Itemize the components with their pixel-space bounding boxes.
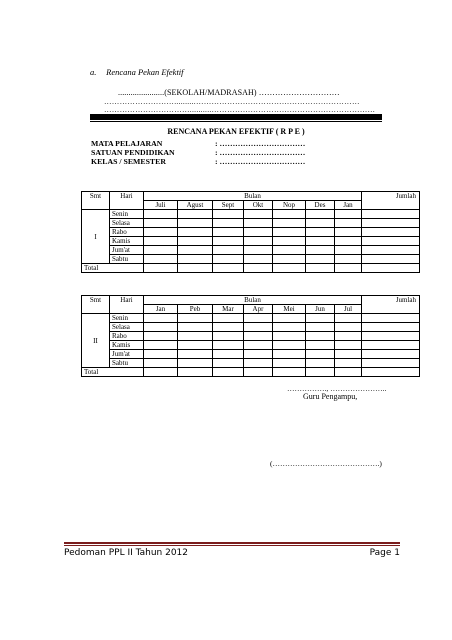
table-row [82, 323, 420, 332]
month-cell: Okt [244, 201, 273, 210]
semester-label: II [82, 314, 110, 368]
day-cell: Senin [110, 314, 144, 323]
header-smt: Smt [82, 192, 110, 210]
footer-rule-thin [64, 545, 400, 546]
month-cell: Apr [244, 305, 273, 314]
header-smt: Smt [82, 296, 110, 314]
total-label: Total [82, 368, 144, 377]
header-bulan: Bulan [144, 296, 362, 305]
month-cell: Sept [213, 201, 244, 210]
month-cell: Jul [335, 305, 362, 314]
month-cell: Agust [178, 201, 213, 210]
day-cell: Kamis [110, 237, 144, 246]
table-row [82, 359, 420, 368]
table-row [82, 332, 420, 341]
field-value: : …………………………… [215, 148, 306, 157]
field-value: : …………………………… [215, 157, 306, 166]
day-cell: Jum'at [110, 350, 144, 359]
table-row [82, 341, 420, 350]
table-header-row [82, 192, 420, 201]
section-number: a. [90, 67, 97, 77]
form-fields [91, 139, 305, 166]
field-value: : …………………………… [215, 139, 306, 148]
month-cell: Mar [213, 305, 244, 314]
field-kelas-semester [91, 157, 305, 166]
total-row [82, 368, 420, 377]
school-line: ......................(SEKOLAH/MADRASAH) ………………………… [118, 88, 340, 97]
month-cell: Jan [335, 201, 362, 210]
month-cell: Jun [306, 305, 335, 314]
signature-name-line: (…………………………………….) [270, 459, 382, 468]
footer-rule-thick [64, 542, 400, 544]
day-cell: Selasa [110, 323, 144, 332]
day-cell: Senin [110, 210, 144, 219]
semester-label: I [82, 210, 110, 264]
field-satuan-pendidikan [91, 148, 305, 157]
signature-role: Guru Pengampu, [303, 392, 358, 401]
footer-title: Pedoman PPL II Tahun 2012 [64, 548, 189, 558]
day-cell: Selasa [110, 219, 144, 228]
total-label: Total [82, 264, 144, 273]
month-cell: Peb [178, 305, 213, 314]
field-label: MATA PELAJARAN [91, 139, 163, 148]
day-cell: Jum'at [110, 246, 144, 255]
rpe-table-semester-1 [81, 191, 420, 273]
header-hari: Hari [110, 296, 144, 314]
day-cell: Sabtu [110, 359, 144, 368]
field-label: SATUAN PENDIDIKAN [91, 148, 175, 157]
day-cell: Sabtu [110, 255, 144, 264]
month-cell: Juli [144, 201, 178, 210]
header-jumlah: Jumlah [362, 296, 420, 314]
signature-place-date: ……………., ………………….. [287, 384, 387, 393]
address-line-1: ………………………..........……………………………………………………… [104, 97, 360, 106]
table-row [82, 228, 420, 237]
day-cell: Rabo [110, 332, 144, 341]
day-cell: Kamis [110, 341, 144, 350]
address-line-2: ……………………………..........……………………………………………………… [104, 105, 376, 114]
header-divider-thick [90, 114, 382, 120]
month-cell: Jan [144, 305, 178, 314]
total-row [82, 264, 420, 273]
table-row [82, 350, 420, 359]
field-label: KELAS / SEMESTER [91, 157, 166, 166]
field-mata-pelajaran [91, 139, 305, 148]
header-hari: Hari [110, 192, 144, 210]
header-jumlah: Jumlah [362, 192, 420, 210]
table-row [82, 237, 420, 246]
month-cell: Des [306, 201, 335, 210]
table-row [82, 246, 420, 255]
table-row [82, 210, 420, 219]
table-row [82, 255, 420, 264]
month-cell: Nop [273, 201, 306, 210]
section-title-text: Rencana Pekan Efektif [106, 67, 184, 77]
header-divider-thin [90, 121, 382, 122]
table-row [82, 219, 420, 228]
section-title [90, 67, 184, 77]
rpe-table-semester-2 [81, 295, 420, 377]
footer-page-number: Page 1 [369, 548, 400, 558]
table-row [82, 314, 420, 323]
header-bulan: Bulan [144, 192, 362, 201]
table-header-row [82, 296, 420, 305]
form-title: RENCANA PEKAN EFEKTIF ( R P E ) [167, 127, 305, 136]
month-cell: Mei [273, 305, 306, 314]
day-cell: Rabo [110, 228, 144, 237]
